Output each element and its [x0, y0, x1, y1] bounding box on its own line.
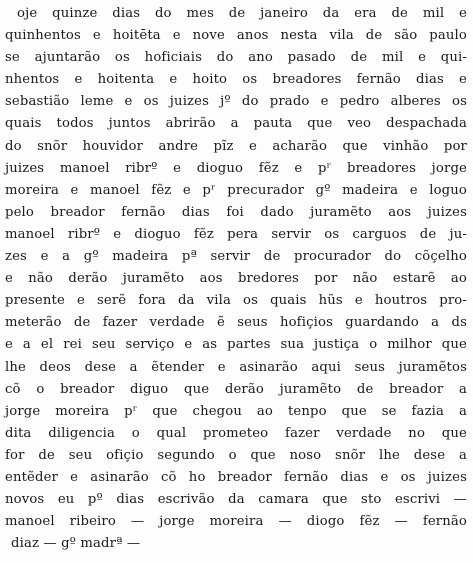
text-line-16: e a el rei seu serviço e as partes sua justiça o milhor que	[5, 337, 467, 353]
text-line-23: novos eu pº dias escrivão da camara que sto escrivi —	[5, 492, 467, 508]
text-line-12: zes e a gº madeira pª servir de procurador do cõçelho	[5, 249, 467, 265]
text-line-9: moreira e manoel fẽz e pʳ precurador gº madeira e loguo	[5, 182, 467, 198]
text-line-6: quais todos juntos abrirão a pauta que veo despachada	[5, 116, 467, 132]
text-line-7: do snõr houvidor andre pĩz e acharão que vinhão por	[5, 138, 467, 154]
text-line-10: pelo breador fernão dias foi dado juramẽto aos juizes	[5, 204, 467, 220]
text-line-2: quinhentos e hoitēta e nove anos nesta vila de são paulo	[5, 28, 467, 44]
text-line-3: se ajuntarão os hoficiais do ano pasado de mil e qui-	[5, 50, 467, 66]
text-line-25: diaz — gº madrª —	[11, 536, 141, 552]
text-line-21: for de seu ofiçio segundo o que noso snõr lhe dese a	[5, 447, 467, 463]
text-line-13: e não derão juramẽto aos bredores por não estarẽ ao	[5, 271, 467, 287]
text-line-19: jorge moreira pʳ que chegou ao tenpo que se fazia a	[5, 403, 467, 419]
text-line-8: juizes manoel ribrº e dioguo fẽz e pʳ breadores jorge	[5, 160, 467, 176]
text-line-18: cõ o breador diguo que derão juramẽto de breador a	[5, 381, 467, 397]
text-line-17: lhe deos dese a ẽtender e asinarão aqui seus juramẽtos	[5, 359, 467, 375]
document-text	[5, 3, 467, 555]
text-line-20: dita diligencia o qual prometeo fazer verdade no que	[5, 425, 467, 441]
text-line-22: entẽder e asinarão cõ ho breador fernão dias e os juizes	[5, 469, 467, 485]
text-line-5: sebastião leme e os juizes jº do prado e pedro alberes os	[5, 94, 467, 110]
text-line-14: presente e serẽ fora da vila os quais hũs e houtros pro-	[5, 293, 467, 309]
text-line-4: nhentos e hoitenta e hoito os breadores fernão dias e	[5, 72, 467, 88]
text-line-1: oje quinze dias do mes de janeiro da era de mil e	[17, 6, 467, 21]
text-line-11: manoel ribrº e dioguo fẽz pera servir os carguos de ju-	[5, 226, 467, 242]
text-line-15: meterão de fazer verdade ẽ seus hofiçios guardando a ds	[5, 315, 467, 331]
text-line-24: manoel ribeiro — jorge moreira — diogo fẽz — fernão	[5, 514, 467, 530]
